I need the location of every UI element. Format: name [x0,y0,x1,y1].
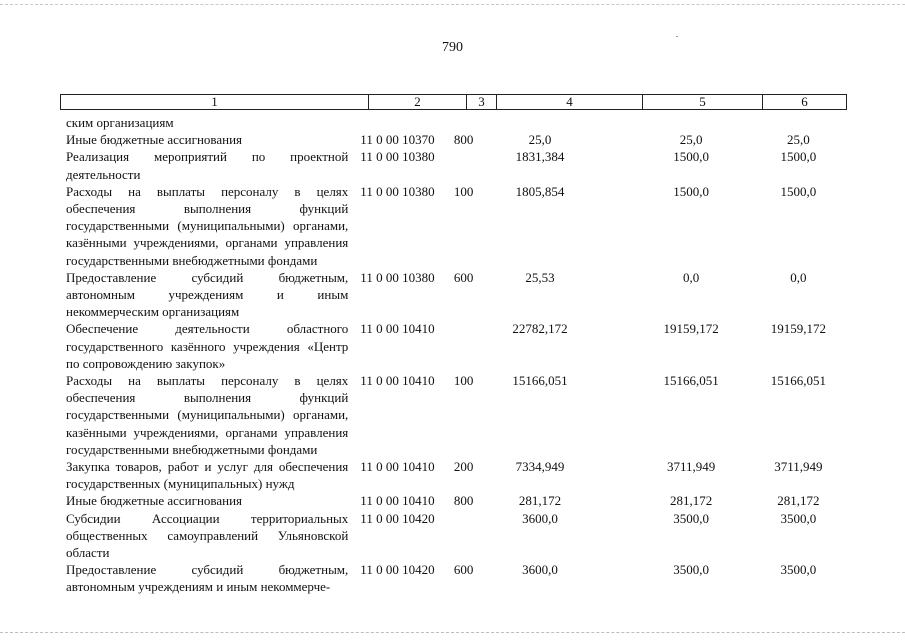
row-value-6: 281,172 [777,493,820,509]
row-value-4: 1831,384 [515,149,565,165]
table-body [66,114,856,596]
header-col-6: 6 [801,94,808,109]
row-name: Иные бюджетные ассигнования [66,493,243,509]
row-value-4: 25,53 [525,269,555,285]
row-value-6: 0,0 [790,269,807,285]
table-header [60,94,847,110]
header-col-2: 2 [369,95,467,109]
table-row [66,492,856,509]
row-value-4: 3600,0 [522,510,558,526]
row-value-4: 15166,051 [512,373,568,389]
row-name: Закупка товаров, работ и услуг для обеспечения государственных (муниципальных) нужд [66,459,349,492]
table-row [66,183,856,269]
header-col-1: 1 [61,95,369,109]
row-value-5: 3711,949 [667,459,716,475]
row-code: 11 0 00 10420 [360,562,435,578]
row-name: Предоставление субсидий бюджетным, автономным учреждениям и иным некоммерческим организациям [66,269,349,320]
row-name: Расходы на выплаты персоналу в целях обеспечения выполнения функций государственными (муниципальными) органами, казёнными учреждениями, органами управления государственными внебюджетными фондами [66,183,349,268]
row-value-6: 25,0 [787,132,810,148]
row-type: 100 [453,373,474,389]
row-value-5: 25,0 [679,132,703,148]
row-code: 11 0 00 10420 [360,510,435,526]
table-row [66,148,856,182]
row-value-5: 19159,172 [663,321,719,337]
row-value-4: 22782,172 [512,321,568,337]
row-code: 11 0 00 10410 [360,373,435,389]
row-code: 11 0 00 10380 [360,183,435,199]
row-value-4: 281,172 [518,493,562,509]
row-value-6: 3500,0 [780,510,817,526]
row-name: Предоставление субсидий бюджетным, автономным учреждениям и иным некоммерче- [66,562,349,595]
row-name: Расходы на выплаты персоналу в целях обеспечения выполнения функций государственными (муниципальными) органами, казёнными учреждениями, органами управления государственными внебюджетными фондами [66,373,349,457]
row-code: 11 0 00 10410 [360,493,435,509]
row-value-4: 7334,949 [515,459,565,475]
row-value-4: 1805,854 [515,183,565,199]
scan-speck [676,36,678,37]
row-value-4: 25,0 [528,132,552,148]
row-value-6: 3711,949 [774,459,823,475]
header-col-4: 4 [497,95,643,109]
row-type: 600 [453,562,474,578]
row-name: Субсидии Ассоциации территориальных общественных самоуправлений Ульяновской области [66,510,349,561]
table-row [66,561,856,595]
row-type: 800 [453,493,474,509]
row-value-4: 3600,0 [522,562,558,578]
row-code: 11 0 00 10380 [360,149,435,165]
row-value-6: 1500,0 [780,149,817,165]
table-row [66,269,856,321]
row-code: 11 0 00 10410 [360,321,435,337]
row-type: 600 [453,269,474,285]
row-type: 100 [453,183,474,199]
scan-edge-top [0,4,905,6]
row-value-6: 1500,0 [780,183,817,199]
row-value-5: 0,0 [683,269,700,285]
row-name: Иные бюджетные ассигнования [66,132,243,148]
table-row [66,320,856,372]
row-value-5: 281,172 [670,493,713,509]
table-row [66,510,856,562]
row-value-6: 15166,051 [770,373,826,389]
row-value-5: 1500,0 [673,149,710,165]
row-value-6: 19159,172 [770,321,826,337]
row-name: Обеспечение деятельности областного государственного казённого учреждения «Центр по сопровождению закупок» [66,321,349,371]
row-code: 11 0 00 10380 [360,269,435,285]
row-value-6: 3500,0 [780,562,817,578]
row-type: 200 [453,459,474,475]
row-value-5: 1500,0 [673,183,710,199]
table-row [66,458,856,492]
row-code: 11 0 00 10410 [360,459,435,475]
row-type: 800 [453,132,474,148]
row-name: ским организациям [66,115,174,130]
table-row [66,114,856,131]
row-name: Реализация мероприятий по проектной деятельности [66,149,349,182]
row-value-5: 3500,0 [673,562,710,578]
page-number: 790 [442,40,463,55]
header-col-5: 5 [643,95,763,109]
row-value-5: 3500,0 [673,510,710,526]
header-col-3: 3 [467,95,497,109]
table-row [66,131,856,148]
scan-edge-bottom [0,632,905,634]
table-row [66,372,856,458]
row-code: 11 0 00 10370 [360,132,435,148]
row-value-5: 15166,051 [663,373,719,389]
